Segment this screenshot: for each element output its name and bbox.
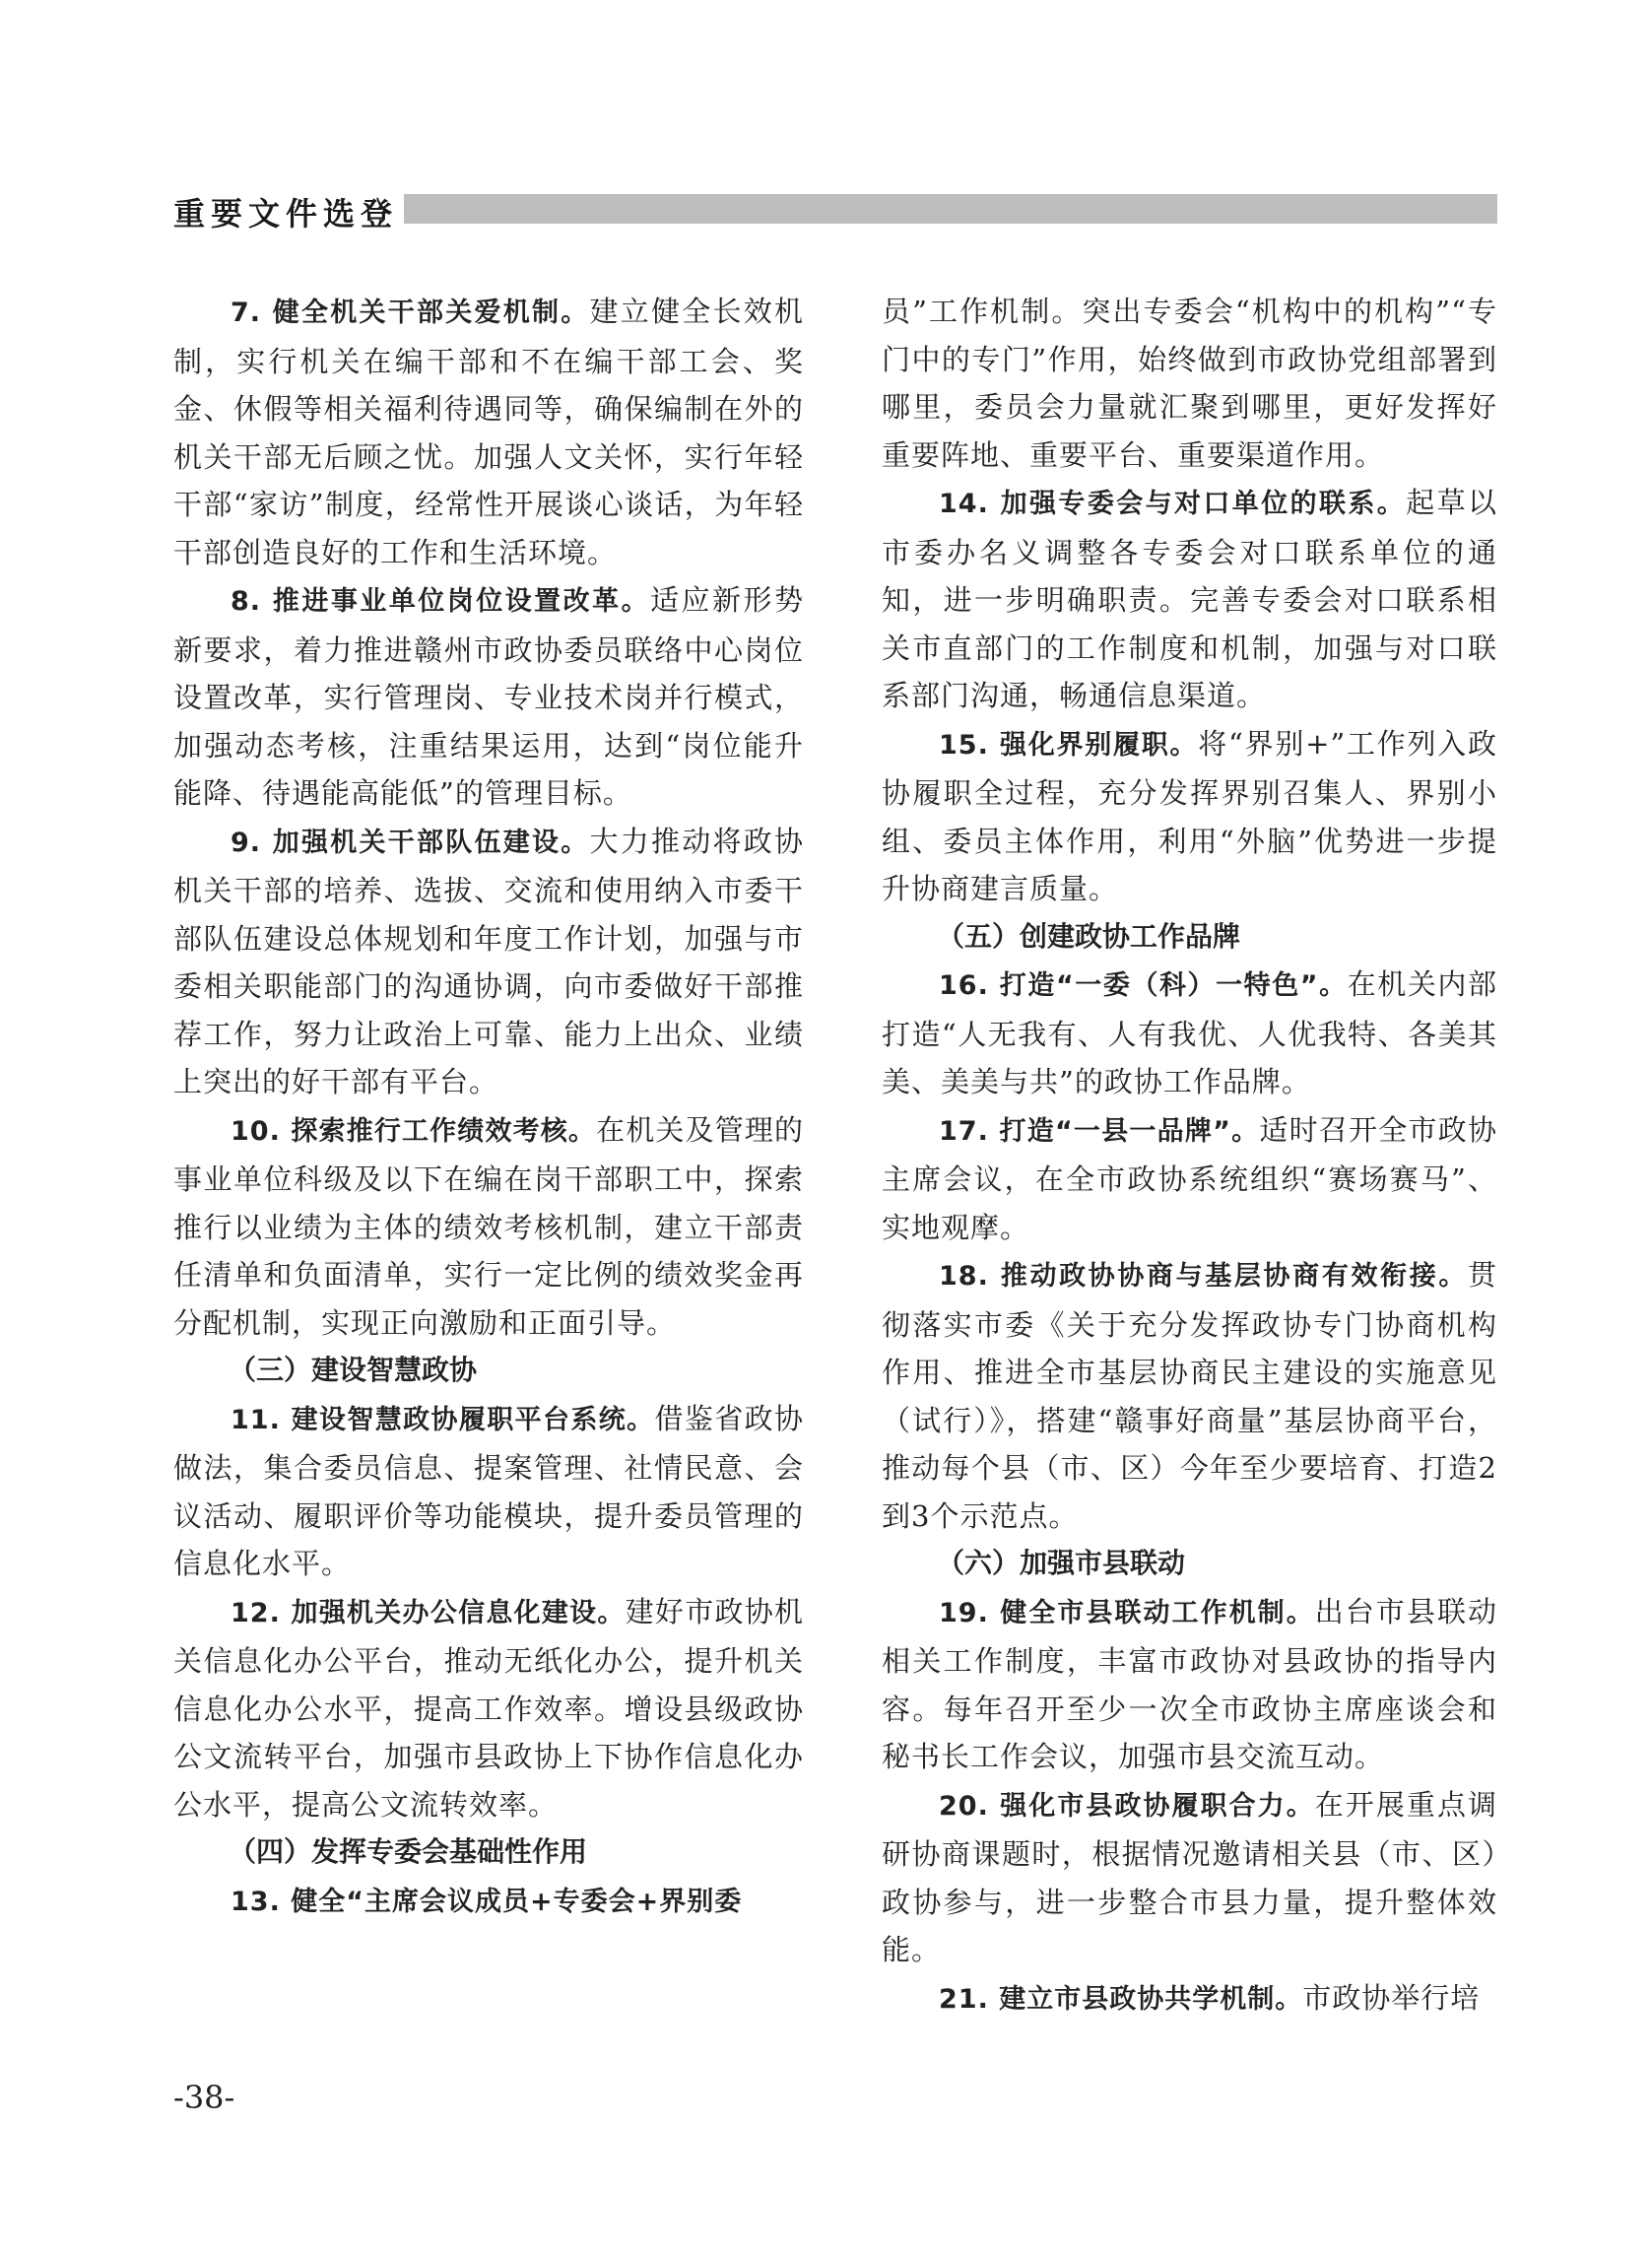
paragraph	[882, 961, 1497, 1106]
paragraph	[882, 1251, 1497, 1540]
paragraph-lead: 18. 推动政协协商与基层协商有效衔接。	[939, 1261, 1468, 1292]
section-title: 重要文件选登	[173, 195, 399, 232]
paragraph	[173, 1106, 804, 1348]
subsection-heading: （六）加强市县联动	[937, 1547, 1186, 1579]
paragraph	[882, 1974, 1497, 2025]
paragraph	[173, 288, 804, 576]
subsection-heading: （四）发挥专委会基础性作用	[229, 1835, 588, 1868]
paragraph-body: 建立健全长效机制，实行机关在编干部和不在编干部工会、奖金、休假等相关福利待遇同等，确保编制在外的机关干部无后顾之忧。加强人文关怀，实行年轻干部“家访”制度，经常性开展谈心谈话，为年轻干部创造良好的工作和生活环境。	[173, 295, 804, 569]
paragraph-lead: 17. 打造“一县一品牌”。	[939, 1115, 1260, 1147]
paragraph	[882, 288, 1497, 479]
paragraph-lead: 21. 建立市县政协共学机制。	[939, 1983, 1303, 2015]
paragraph-lead: 11. 建设智慧政协履职平台系统。	[231, 1404, 655, 1435]
paragraph-body: 建好市政协机关信息化办公平台，推动无纸化办公，提升机关信息化办公水平，提高工作效率。增设县级政协公文流转平台，加强市县政协上下协作信息化办公水平，提高公文流转效率。	[173, 1594, 804, 1822]
right-column	[882, 288, 1497, 2024]
paragraph	[173, 1395, 804, 1588]
paragraph-lead: 16. 打造“一委（科）一特色”。	[939, 970, 1348, 1001]
paragraph-lead: 20. 强化市县政协履职合力。	[939, 1790, 1315, 1822]
paragraph-body: 适应新形势新要求，着力推进赣州市政协委员联络中心岗位设置改革，实行管理岗、专业技术岗并行模式，加强动态考核，注重结果运用，达到“岗位能升能降、待遇能高能低”的管理目标。	[173, 583, 804, 810]
paragraph-body: 出台市县联动相关工作制度，丰富市政协对县政协的指导内容。每年召开至少一次全市政协主席座谈会和秘书长工作会议，加强市县交流互动。	[882, 1594, 1497, 1773]
paragraph-lead: 14. 加强专委会与对口单位的联系。	[939, 489, 1407, 519]
paragraph-body: 在机关内部打造“人无我有、人有我优、人优我特、各美其美、美美与共”的政协工作品牌。	[882, 967, 1497, 1098]
paragraph	[173, 1877, 804, 1927]
paragraph-body: 员”工作机制。突出专委会“机构中的机构”“专门中的专门”作用，始终做到市政协党组部署到哪里，委员会力量就汇聚到哪里，更好发挥好重要阵地、重要平台、重要渠道作用。	[882, 295, 1497, 472]
paragraph-body: 贯彻落实市委《关于充分发挥政协专门协商机构作用、推进全市基层协商民主建设的实施意见（试行）》，搭建“赣事好商量”基层协商平台，推动每个县（市、区）今年至少要培育、打造2到3个示范点。	[882, 1258, 1497, 1533]
paragraph-body: 在开展重点调研协商课题时，根据情况邀请相关县（市、区）政协参与，进一步整合市县力量，提升整体效能。	[882, 1787, 1497, 1966]
paragraph-body: 适时召开全市政协主席会议，在全市政协系统组织“赛场赛马”、实地观摩。	[882, 1112, 1497, 1244]
paragraph	[173, 576, 804, 818]
paragraph-body: 起草以市委办名义调整各专委会对口联系单位的通知，进一步明确职责。完善专委会对口联系相关市直部门的工作制度和机制，加强与对口联系部门沟通，畅通信息渠道。	[882, 486, 1497, 712]
paragraph-body: 借鉴省政协做法，集合委员信息、提案管理、社情民意、会议活动、履职评价等功能模块，提升委员管理的信息化水平。	[173, 1401, 804, 1580]
header-bar	[404, 194, 1497, 224]
paragraph-lead: 19. 健全市县联动工作机制。	[939, 1597, 1315, 1628]
paragraph	[882, 720, 1497, 913]
paragraph-lead: 7. 健全机关干部关爱机制。	[231, 298, 590, 328]
paragraph	[882, 1781, 1497, 1974]
paragraph-lead: 15. 强化界别履职。	[939, 729, 1199, 761]
paragraph-lead: 12. 加强机关办公信息化建设。	[231, 1597, 626, 1628]
left-column	[173, 288, 804, 1926]
paragraph-lead: 8. 推进事业单位岗位设置改革。	[231, 586, 651, 617]
paragraph-body: 在机关及管理的事业单位科级及以下在编在岗干部职工中，探索推行以业绩为主体的绩效考核机制，建立干部责任清单和负面清单，实行一定比例的绩效奖金再分配机制，实现正向激励和正面引导。	[173, 1112, 804, 1340]
paragraph-lead: 10. 探索推行工作绩效考核。	[231, 1115, 597, 1147]
subsection-heading: （三）建设智慧政协	[229, 1354, 478, 1386]
paragraph-body: 将“界别+”工作列入政协履职全过程，充分发挥界别召集人、界别小组、委员主体作用，利用“外脑”优势进一步提升协商建言质量。	[882, 726, 1497, 905]
paragraph-body: 市政协举行培	[1302, 1980, 1481, 2015]
paragraph	[173, 1588, 804, 1829]
paragraph	[882, 1588, 1497, 1781]
paragraph-lead: 9. 加强机关干部队伍建设。	[231, 827, 590, 858]
paragraph-lead: 13. 健全“主席会议成员+专委会+界别委	[231, 1886, 743, 1917]
paragraph	[882, 1106, 1497, 1252]
page-number: -38-	[173, 2079, 235, 2116]
paragraph-body: 大力推动将政协机关干部的培养、选拔、交流和使用纳入市委干部队伍建设总体规划和年度工作计划，加强与市委相关职能部门的沟通协调，向市委做好干部推荐工作，努力让政治上可靠、能力上出众、业绩上突出的好干部有平台。	[173, 824, 804, 1098]
paragraph	[882, 479, 1497, 720]
subsection-heading: （五）创建政协工作品牌	[937, 919, 1241, 953]
paragraph	[173, 818, 804, 1106]
